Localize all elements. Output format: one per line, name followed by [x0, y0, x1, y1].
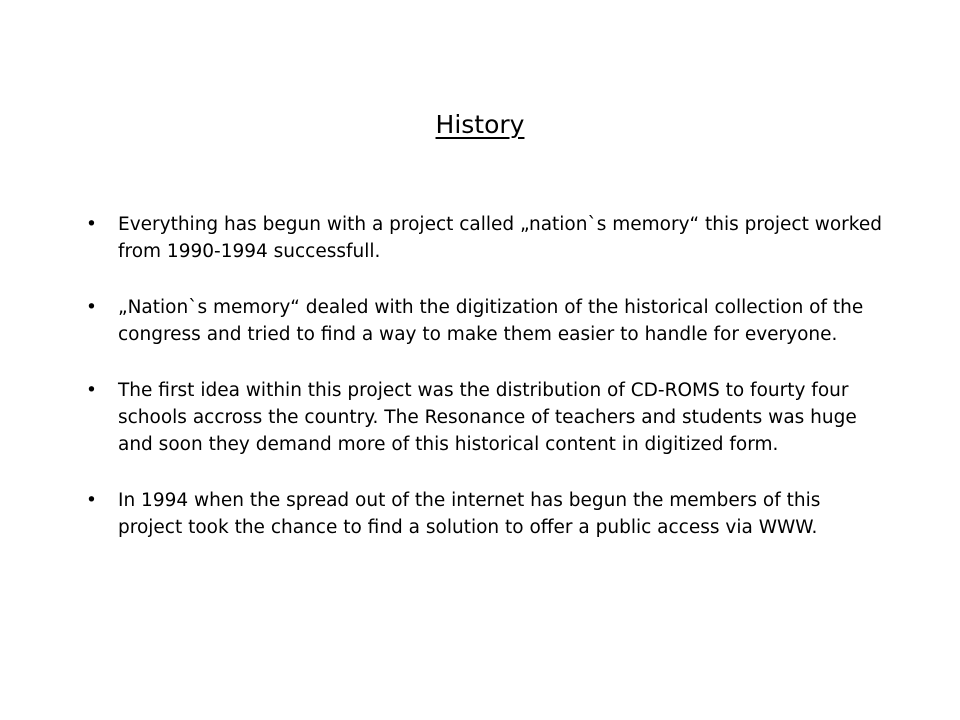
bullet-text: The first idea within this project was the distribution of CD-ROMS to fourty four schools accross the country. The Resonance of teachers and students was huge and soon they demand more of this historical content in digitized form. [118, 380, 857, 455]
bullet-dot-icon: • [86, 490, 97, 511]
bullet-item [0, 487, 888, 541]
bullet-item [0, 377, 888, 458]
bullet-dot-icon: • [86, 297, 97, 318]
bullet-text: In 1994 when the spread out of the internet has begun the members of this project took the chance to find a solution to offer a public access via WWW. [118, 490, 821, 538]
bullet-dot-icon: • [86, 214, 97, 235]
bullet-item [0, 211, 888, 265]
bullet-dot-icon: • [86, 380, 97, 401]
bullet-item [0, 294, 888, 348]
bullet-text: „Nation`s memory“ dealed with the digitization of the historical collection of the congress and tried to find a way to make them easier to handle for everyone. [118, 297, 864, 345]
slide-title: History [435, 110, 525, 139]
bullet-list [0, 211, 960, 570]
bullet-text: Everything has begun with a project called „nation`s memory“ this project worked from 1990-1994 successfull. [118, 214, 882, 262]
